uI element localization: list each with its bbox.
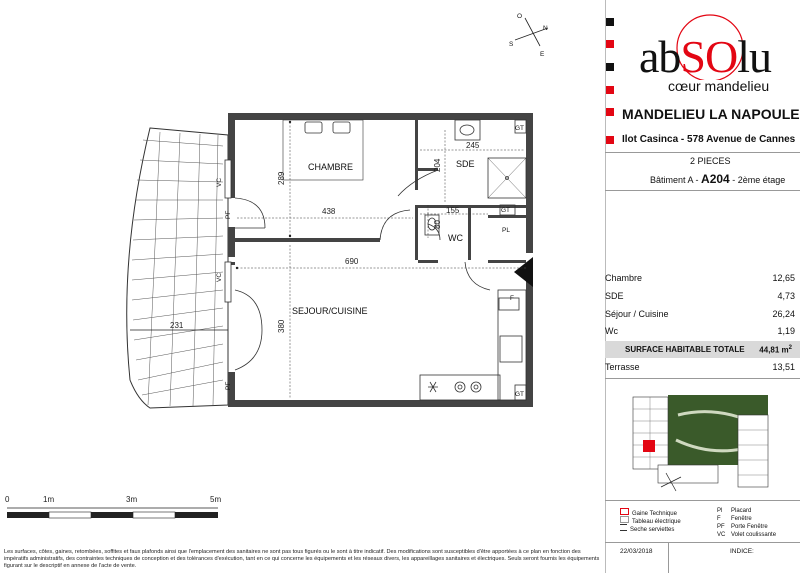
legend-item: Seche serviettes: [620, 524, 674, 533]
unit-etage: - 2ème étage: [732, 175, 786, 185]
mark-pf-2: PF: [225, 381, 232, 390]
unit-code: A204: [701, 172, 730, 186]
logo-text-c: lu: [737, 31, 771, 82]
label-gt-1: GT: [515, 125, 525, 132]
room-wc: WC: [448, 233, 463, 243]
disclaimer: Les surfaces, côtes, gaines, retombées, soffites et faux plafonds ainsi que l'emplacement des sanitaires ne sont pas tous figurés ou le sont à titre indicatif. Des modifications sont susceptibles d'être apportées à ce plan en fonction des impératifs administratifs, des contraintes techniques de conception et des tolérances d'exécution, tant en ce qui concerne les équipements et les réseaux divers, les appareillages sanitaires et électriques. Seuls seront fournis les équipements figurant sur le descriptif en annexe de l'acte de vente.: [4, 549, 600, 570]
logo-subtitle: cœur mandelieu: [668, 78, 770, 94]
logo-text-b: SO: [680, 31, 738, 82]
mark-vc-1: VC: [216, 177, 223, 187]
mark-pf-1: PF: [225, 210, 232, 219]
compass-icon: [515, 18, 548, 46]
legend-item: Pl Placard: [717, 508, 752, 514]
surface-row: [605, 291, 795, 301]
scale-3m: 3m: [126, 495, 138, 504]
gaine-icon: [620, 508, 629, 515]
surface-value: 4,73: [777, 291, 795, 301]
unit-pieces: 2 PIECES: [690, 156, 731, 166]
walls: [228, 113, 533, 407]
label-gt-2: GT: [501, 207, 511, 214]
divider-1: [605, 152, 800, 153]
scale-1m: 1m: [43, 495, 55, 504]
legend-item: F Fenêtre: [717, 516, 752, 522]
dim-289: 289: [277, 171, 286, 185]
date-divider: [668, 543, 669, 573]
divider-3: [605, 378, 800, 379]
logo: [612, 8, 798, 80]
surface-label: Wc: [605, 326, 618, 336]
unit-batiment: Bâtiment A -: [650, 175, 699, 185]
terrace: [127, 128, 228, 408]
room-chambre: CHAMBRE: [308, 162, 354, 172]
unit-line: [650, 172, 785, 186]
surface-label: Séjour / Cuisine: [605, 309, 669, 319]
logo-text-a: ab: [638, 31, 681, 82]
logo-squares: [606, 18, 616, 108]
dim-245: 245: [466, 141, 480, 150]
scale-0: 0: [5, 495, 10, 504]
legend-item: VC Volet coulissante: [717, 532, 777, 538]
seche-icon: [620, 524, 627, 531]
surface-value: 12,65: [772, 273, 795, 283]
surface-row: [605, 309, 795, 319]
room-sde: SDE: [456, 159, 475, 169]
surface-row: [605, 326, 795, 336]
total-sup: 2: [788, 344, 792, 351]
dim-438: 438: [322, 207, 336, 216]
plan-date: 22/03/2018: [620, 548, 653, 555]
compass-e: E: [540, 51, 545, 58]
mark-vc-2: VC: [216, 272, 223, 282]
red-marker-2: [606, 136, 614, 144]
total-label: SURFACE HABITABLE TOTALE: [625, 345, 745, 354]
plan-indice: INDICE:: [730, 548, 754, 555]
city-title: MANDELIEU LA NAPOULE: [622, 106, 800, 122]
label-gt-3: GT: [515, 391, 525, 398]
compass-s: S: [509, 41, 514, 48]
surface-value: 26,24: [772, 309, 795, 319]
dim-80: 80: [433, 220, 442, 229]
dim-204: 204: [433, 158, 442, 172]
terrasse-value: 13,51: [772, 362, 795, 372]
terrasse-row: [605, 362, 795, 372]
red-marker-1: [606, 108, 614, 116]
surface-label: SDE: [605, 291, 624, 301]
address: Ilot Casinca - 578 Avenue de Cannes: [622, 134, 796, 145]
total-value: 44,81 m: [759, 345, 789, 355]
terrasse-label: Terrasse: [605, 362, 640, 372]
dim-231: 231: [170, 321, 184, 330]
dim-690: 690: [345, 257, 359, 266]
surface-value: 1,19: [777, 326, 795, 336]
legend-item: Tableau électrique: [620, 516, 681, 525]
compass-o: O: [517, 13, 523, 20]
tableau-icon: [620, 516, 629, 523]
room-sejour: SEJOUR/CUISINE: [292, 306, 368, 316]
scale-5m: 5m: [210, 495, 222, 504]
legend-footer-line: [605, 542, 800, 543]
legend-item: Gaine Technique: [620, 508, 677, 517]
label-pl: PL: [502, 227, 510, 234]
total-row: [605, 341, 800, 358]
mark-f: F: [510, 295, 514, 302]
compass-n: N: [543, 25, 548, 32]
scale-bar: [7, 508, 218, 518]
dim-155: 155: [446, 206, 460, 215]
legend-item: PF Porte Fenêtre: [717, 524, 768, 530]
site-map: [618, 385, 796, 500]
surface-row: [605, 273, 795, 283]
surface-label: Chambre: [605, 273, 643, 283]
divider-2: [605, 190, 800, 191]
dim-380: 380: [277, 319, 286, 333]
